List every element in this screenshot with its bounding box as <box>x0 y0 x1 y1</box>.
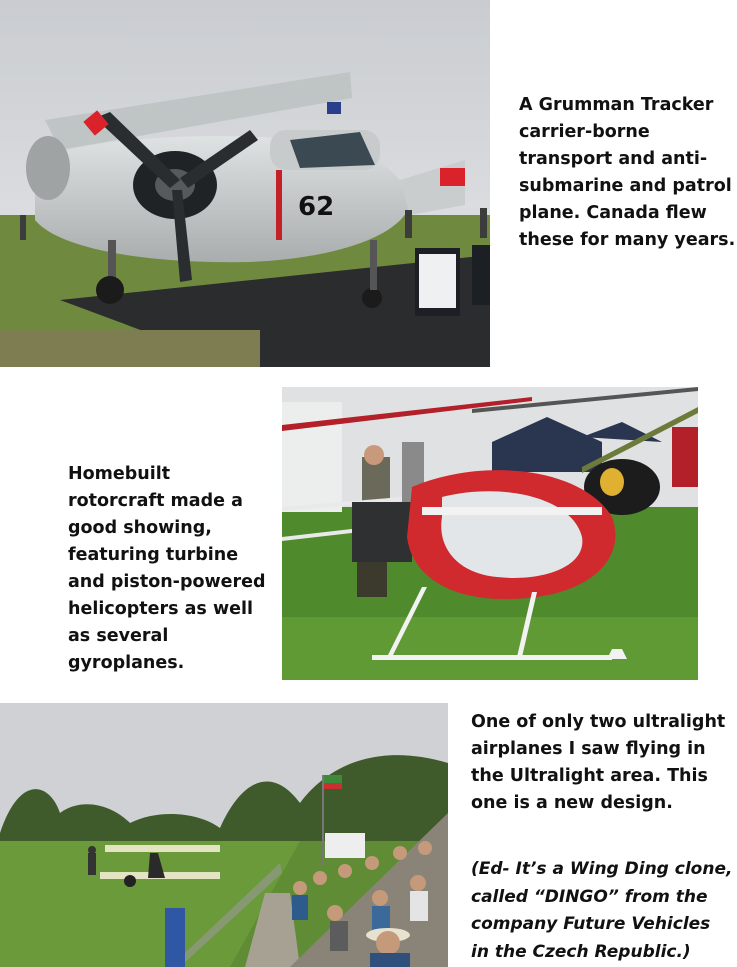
caption-line: one is a new design. <box>471 793 673 813</box>
caption-line: One of only two ultralight <box>471 712 726 732</box>
rotorcraft-caption <box>68 461 268 677</box>
caption-line: featuring turbine <box>68 545 239 565</box>
note-line: called “DINGO” from the <box>471 886 708 907</box>
homebuilt-helicopter-photo <box>282 387 698 680</box>
caption-line: airplanes I saw flying in <box>471 739 706 759</box>
caption-line: these for many years. <box>519 230 736 250</box>
ultralight-caption <box>471 709 733 817</box>
caption-line: the Ultralight area. This <box>471 766 708 786</box>
note-line: (Ed- It’s a Wing Ding clone, <box>471 859 733 879</box>
tail-number: 62 <box>298 192 335 222</box>
caption-line: helicopters as well <box>68 599 253 619</box>
note-line: company Future Vehicles <box>471 914 711 934</box>
caption-line: A Grumman Tracker <box>519 95 714 115</box>
caption-line: gyroplanes. <box>68 653 185 673</box>
caption-line: rotorcraft made a <box>68 491 243 511</box>
tracker-caption <box>519 92 736 254</box>
caption-line: as several <box>68 626 169 646</box>
grumman-tracker-photo <box>0 0 490 367</box>
ultralight-airfield-photo <box>0 703 448 967</box>
caption-line: carrier-borne <box>519 122 650 142</box>
caption-line: Homebuilt <box>68 464 171 484</box>
note-line: in the Czech Republic.) <box>471 941 691 962</box>
caption-line: plane. Canada flew <box>519 203 707 223</box>
caption-line: submarine and patrol <box>519 176 732 196</box>
caption-line: good showing, <box>68 518 212 538</box>
caption-line: and piston-powered <box>68 572 266 592</box>
editor-note <box>471 856 733 966</box>
caption-line: transport and anti- <box>519 149 708 169</box>
